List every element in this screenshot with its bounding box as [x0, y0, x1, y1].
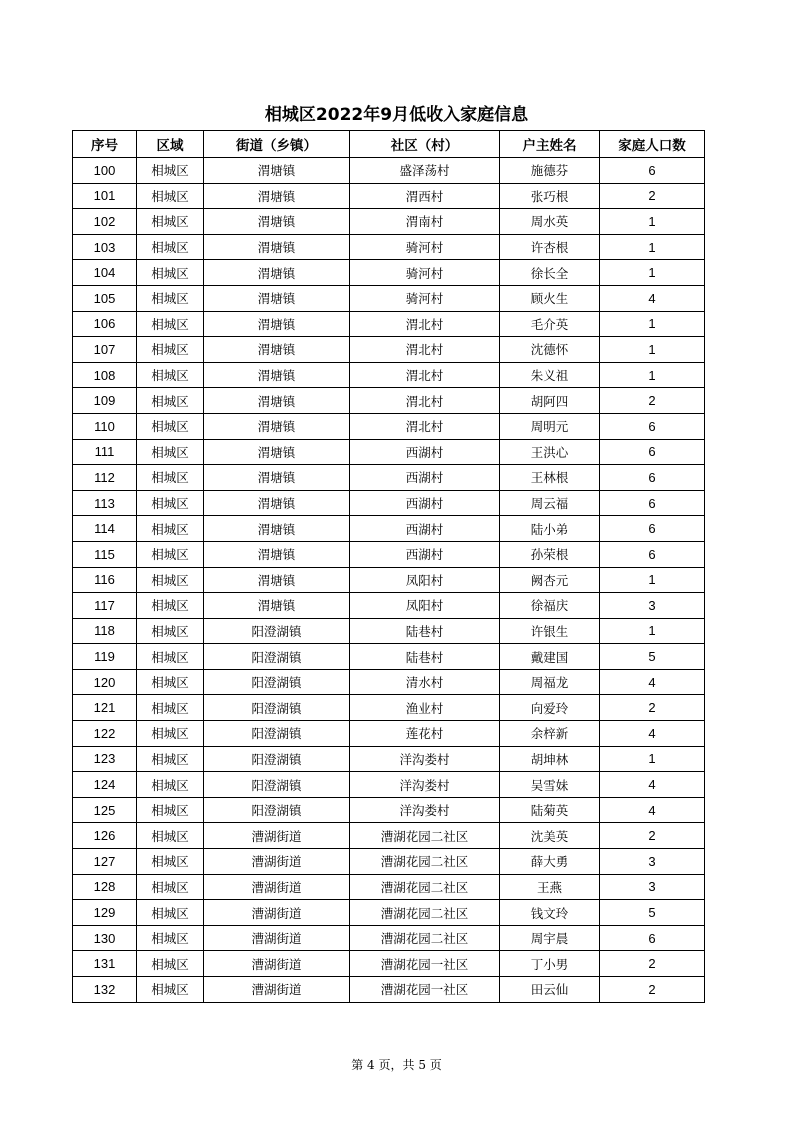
street-town-cell: 漕湖街道 — [204, 977, 350, 1003]
householder-name-cell: 阙杏元 — [500, 567, 600, 593]
household-size-cell: 1 — [600, 746, 705, 772]
householder-name-cell: 吴雪妹 — [500, 772, 600, 798]
community-village-cell: 凤阳村 — [350, 567, 500, 593]
street-town-cell: 阳澄湖镇 — [204, 644, 350, 670]
community-village-cell: 渭北村 — [350, 337, 500, 363]
column-header-street-town: 街道（乡镇） — [204, 131, 350, 158]
table-row — [73, 951, 705, 977]
community-village-cell: 渭南村 — [350, 209, 500, 235]
district-cell: 相城区 — [137, 362, 204, 388]
district-cell: 相城区 — [137, 797, 204, 823]
table-row — [73, 695, 705, 721]
page-number-footer: 第 4 页，共 5 页 — [351, 1058, 442, 1072]
community-village-cell: 漕湖花园二社区 — [350, 874, 500, 900]
householder-name-cell: 向爱玲 — [500, 695, 600, 721]
community-village-cell: 洋沟娄村 — [350, 746, 500, 772]
table-row — [73, 772, 705, 798]
householder-name-cell: 戴建国 — [500, 644, 600, 670]
district-cell: 相城区 — [137, 772, 204, 798]
householder-name-cell: 胡坤林 — [500, 746, 600, 772]
household-size-cell: 1 — [600, 362, 705, 388]
household-size-cell: 6 — [600, 516, 705, 542]
street-town-cell: 漕湖街道 — [204, 951, 350, 977]
street-town-cell: 渭塘镇 — [204, 337, 350, 363]
street-town-cell: 渭塘镇 — [204, 362, 350, 388]
district-cell: 相城区 — [137, 465, 204, 491]
household-size-cell: 4 — [600, 669, 705, 695]
householder-name-cell: 周云福 — [500, 490, 600, 516]
serial-cell: 131 — [73, 951, 137, 977]
street-town-cell: 阳澄湖镇 — [204, 695, 350, 721]
page-title: 相城区2022年9月低收入家庭信息 — [264, 105, 529, 125]
community-village-cell: 西湖村 — [350, 439, 500, 465]
household-size-cell: 2 — [600, 695, 705, 721]
street-town-cell: 渭塘镇 — [204, 260, 350, 286]
household-size-cell: 4 — [600, 721, 705, 747]
community-village-cell: 西湖村 — [350, 465, 500, 491]
household-size-cell: 2 — [600, 977, 705, 1003]
serial-cell: 104 — [73, 260, 137, 286]
street-town-cell: 渭塘镇 — [204, 516, 350, 542]
table-row — [73, 337, 705, 363]
serial-cell: 129 — [73, 900, 137, 926]
district-cell: 相城区 — [137, 977, 204, 1003]
serial-cell: 128 — [73, 874, 137, 900]
householder-name-cell: 周水英 — [500, 209, 600, 235]
street-town-cell: 渭塘镇 — [204, 388, 350, 414]
table-row — [73, 183, 705, 209]
street-town-cell: 漕湖街道 — [204, 900, 350, 926]
serial-cell: 107 — [73, 337, 137, 363]
serial-cell: 112 — [73, 465, 137, 491]
table-row — [73, 593, 705, 619]
community-village-cell: 骑河村 — [350, 234, 500, 260]
district-cell: 相城区 — [137, 413, 204, 439]
householder-name-cell: 王林根 — [500, 465, 600, 491]
community-village-cell: 渔业村 — [350, 695, 500, 721]
community-village-cell: 盛泽荡村 — [350, 158, 500, 184]
street-town-cell: 渭塘镇 — [204, 311, 350, 337]
table-row — [73, 618, 705, 644]
street-town-cell: 渭塘镇 — [204, 158, 350, 184]
table-row — [73, 362, 705, 388]
household-size-cell: 2 — [600, 183, 705, 209]
householder-name-cell: 丁小男 — [500, 951, 600, 977]
serial-cell: 115 — [73, 541, 137, 567]
householder-name-cell: 徐长全 — [500, 260, 600, 286]
district-cell: 相城区 — [137, 516, 204, 542]
table-row — [73, 849, 705, 875]
community-village-cell: 漕湖花园二社区 — [350, 849, 500, 875]
household-size-cell: 5 — [600, 644, 705, 670]
community-village-cell: 漕湖花园一社区 — [350, 977, 500, 1003]
household-size-cell: 6 — [600, 925, 705, 951]
street-town-cell: 漕湖街道 — [204, 925, 350, 951]
table-row — [73, 158, 705, 184]
householder-name-cell: 薛大勇 — [500, 849, 600, 875]
community-village-cell: 漕湖花园二社区 — [350, 925, 500, 951]
community-village-cell: 渭北村 — [350, 311, 500, 337]
district-cell: 相城区 — [137, 285, 204, 311]
serial-cell: 121 — [73, 695, 137, 721]
table-row — [73, 541, 705, 567]
district-cell: 相城区 — [137, 721, 204, 747]
district-cell: 相城区 — [137, 337, 204, 363]
householder-name-cell: 陆小弟 — [500, 516, 600, 542]
district-cell: 相城区 — [137, 260, 204, 286]
serial-cell: 130 — [73, 925, 137, 951]
table-row — [73, 746, 705, 772]
table-row — [73, 644, 705, 670]
serial-cell: 111 — [73, 439, 137, 465]
district-cell: 相城区 — [137, 746, 204, 772]
householder-name-cell: 张巧根 — [500, 183, 600, 209]
household-size-cell: 2 — [600, 823, 705, 849]
community-village-cell: 洋沟娄村 — [350, 772, 500, 798]
serial-cell: 119 — [73, 644, 137, 670]
householder-name-cell: 顾火生 — [500, 285, 600, 311]
street-town-cell: 漕湖街道 — [204, 823, 350, 849]
household-size-cell: 6 — [600, 158, 705, 184]
table-body — [73, 158, 705, 1003]
community-village-cell: 渭北村 — [350, 362, 500, 388]
serial-cell: 132 — [73, 977, 137, 1003]
householder-name-cell: 王洪心 — [500, 439, 600, 465]
community-village-cell: 骑河村 — [350, 260, 500, 286]
district-cell: 相城区 — [137, 900, 204, 926]
community-village-cell: 陆巷村 — [350, 618, 500, 644]
street-town-cell: 渭塘镇 — [204, 209, 350, 235]
household-size-cell: 4 — [600, 285, 705, 311]
serial-cell: 123 — [73, 746, 137, 772]
street-town-cell: 渭塘镇 — [204, 183, 350, 209]
serial-cell: 127 — [73, 849, 137, 875]
street-town-cell: 漕湖街道 — [204, 849, 350, 875]
household-size-cell: 3 — [600, 849, 705, 875]
community-village-cell: 西湖村 — [350, 490, 500, 516]
community-village-cell: 清水村 — [350, 669, 500, 695]
household-size-cell: 4 — [600, 772, 705, 798]
district-cell: 相城区 — [137, 695, 204, 721]
community-village-cell: 漕湖花园二社区 — [350, 823, 500, 849]
community-village-cell: 漕湖花园一社区 — [350, 951, 500, 977]
column-header-district: 区域 — [137, 131, 204, 158]
householder-name-cell: 陆菊英 — [500, 797, 600, 823]
table-row — [73, 516, 705, 542]
household-size-cell: 1 — [600, 209, 705, 235]
household-size-cell: 2 — [600, 388, 705, 414]
district-cell: 相城区 — [137, 925, 204, 951]
table-row — [73, 900, 705, 926]
serial-cell: 116 — [73, 567, 137, 593]
street-town-cell: 阳澄湖镇 — [204, 721, 350, 747]
district-cell: 相城区 — [137, 874, 204, 900]
community-village-cell: 洋沟娄村 — [350, 797, 500, 823]
street-town-cell: 阳澄湖镇 — [204, 772, 350, 798]
table-row — [73, 925, 705, 951]
householder-name-cell: 胡阿四 — [500, 388, 600, 414]
serial-cell: 103 — [73, 234, 137, 260]
district-cell: 相城区 — [137, 311, 204, 337]
serial-cell: 118 — [73, 618, 137, 644]
street-town-cell: 渭塘镇 — [204, 567, 350, 593]
household-size-cell: 1 — [600, 618, 705, 644]
household-size-cell: 6 — [600, 439, 705, 465]
community-village-cell: 西湖村 — [350, 516, 500, 542]
table-row — [73, 874, 705, 900]
household-size-cell: 6 — [600, 413, 705, 439]
table-row — [73, 567, 705, 593]
street-town-cell: 渭塘镇 — [204, 439, 350, 465]
serial-cell: 120 — [73, 669, 137, 695]
household-size-cell: 1 — [600, 567, 705, 593]
district-cell: 相城区 — [137, 567, 204, 593]
community-village-cell: 骑河村 — [350, 285, 500, 311]
community-village-cell: 莲花村 — [350, 721, 500, 747]
table-header-row — [73, 131, 705, 158]
serial-cell: 105 — [73, 285, 137, 311]
serial-cell: 113 — [73, 490, 137, 516]
district-cell: 相城区 — [137, 669, 204, 695]
householder-name-cell: 许银生 — [500, 618, 600, 644]
household-size-cell: 1 — [600, 337, 705, 363]
street-town-cell: 阳澄湖镇 — [204, 618, 350, 644]
table-row — [73, 669, 705, 695]
householder-name-cell: 孙荣根 — [500, 541, 600, 567]
serial-cell: 106 — [73, 311, 137, 337]
district-cell: 相城区 — [137, 490, 204, 516]
district-cell: 相城区 — [137, 593, 204, 619]
street-town-cell: 渭塘镇 — [204, 234, 350, 260]
street-town-cell: 阳澄湖镇 — [204, 797, 350, 823]
table-row — [73, 209, 705, 235]
district-cell: 相城区 — [137, 439, 204, 465]
serial-cell: 124 — [73, 772, 137, 798]
column-header-community-village: 社区（村） — [350, 131, 500, 158]
table-row — [73, 234, 705, 260]
serial-cell: 108 — [73, 362, 137, 388]
householder-name-cell: 钱文玲 — [500, 900, 600, 926]
street-town-cell: 阳澄湖镇 — [204, 669, 350, 695]
householder-name-cell: 许杏根 — [500, 234, 600, 260]
table-row — [73, 465, 705, 491]
table-row — [73, 977, 705, 1003]
household-size-cell: 1 — [600, 260, 705, 286]
serial-cell: 122 — [73, 721, 137, 747]
household-size-cell: 1 — [600, 234, 705, 260]
serial-cell: 110 — [73, 413, 137, 439]
householder-name-cell: 毛介英 — [500, 311, 600, 337]
column-header-householder-name: 户主姓名 — [500, 131, 600, 158]
serial-cell: 109 — [73, 388, 137, 414]
district-cell: 相城区 — [137, 849, 204, 875]
serial-cell: 100 — [73, 158, 137, 184]
district-cell: 相城区 — [137, 183, 204, 209]
householder-name-cell: 沈美英 — [500, 823, 600, 849]
table-row — [73, 797, 705, 823]
community-village-cell: 凤阳村 — [350, 593, 500, 619]
household-size-cell: 6 — [600, 541, 705, 567]
table-row — [73, 823, 705, 849]
serial-cell: 102 — [73, 209, 137, 235]
household-size-cell: 6 — [600, 490, 705, 516]
householder-name-cell: 周宇晨 — [500, 925, 600, 951]
street-town-cell: 渭塘镇 — [204, 490, 350, 516]
table-row — [73, 721, 705, 747]
district-cell: 相城区 — [137, 234, 204, 260]
table-row — [73, 439, 705, 465]
household-size-cell: 1 — [600, 311, 705, 337]
district-cell: 相城区 — [137, 158, 204, 184]
street-town-cell: 渭塘镇 — [204, 465, 350, 491]
serial-cell: 101 — [73, 183, 137, 209]
household-size-cell: 3 — [600, 874, 705, 900]
column-header-serial: 序号 — [73, 131, 137, 158]
table-row — [73, 388, 705, 414]
table-row — [73, 311, 705, 337]
household-size-cell: 4 — [600, 797, 705, 823]
table-row — [73, 413, 705, 439]
householder-name-cell: 施德芬 — [500, 158, 600, 184]
community-village-cell: 陆巷村 — [350, 644, 500, 670]
householder-name-cell: 沈德怀 — [500, 337, 600, 363]
district-cell: 相城区 — [137, 388, 204, 414]
community-village-cell: 渭西村 — [350, 183, 500, 209]
community-village-cell: 渭北村 — [350, 388, 500, 414]
table-row — [73, 490, 705, 516]
household-size-cell: 2 — [600, 951, 705, 977]
street-town-cell: 漕湖街道 — [204, 874, 350, 900]
serial-cell: 125 — [73, 797, 137, 823]
serial-cell: 114 — [73, 516, 137, 542]
column-header-household-size: 家庭人口数 — [600, 131, 705, 158]
householder-name-cell: 朱义祖 — [500, 362, 600, 388]
district-cell: 相城区 — [137, 541, 204, 567]
street-town-cell: 渭塘镇 — [204, 413, 350, 439]
street-town-cell: 阳澄湖镇 — [204, 746, 350, 772]
householder-name-cell: 田云仙 — [500, 977, 600, 1003]
serial-cell: 117 — [73, 593, 137, 619]
district-cell: 相城区 — [137, 644, 204, 670]
table-row — [73, 285, 705, 311]
household-size-cell: 3 — [600, 593, 705, 619]
community-village-cell: 漕湖花园二社区 — [350, 900, 500, 926]
district-cell: 相城区 — [137, 951, 204, 977]
low-income-household-table — [72, 130, 705, 1003]
householder-name-cell: 徐福庆 — [500, 593, 600, 619]
table-row — [73, 260, 705, 286]
street-town-cell: 渭塘镇 — [204, 541, 350, 567]
household-size-cell: 6 — [600, 465, 705, 491]
street-town-cell: 渭塘镇 — [204, 593, 350, 619]
street-town-cell: 渭塘镇 — [204, 285, 350, 311]
household-size-cell: 5 — [600, 900, 705, 926]
district-cell: 相城区 — [137, 618, 204, 644]
community-village-cell: 西湖村 — [350, 541, 500, 567]
serial-cell: 126 — [73, 823, 137, 849]
householder-name-cell: 周福龙 — [500, 669, 600, 695]
householder-name-cell: 王燕 — [500, 874, 600, 900]
householder-name-cell: 周明元 — [500, 413, 600, 439]
householder-name-cell: 余梓新 — [500, 721, 600, 747]
community-village-cell: 渭北村 — [350, 413, 500, 439]
district-cell: 相城区 — [137, 823, 204, 849]
district-cell: 相城区 — [137, 209, 204, 235]
